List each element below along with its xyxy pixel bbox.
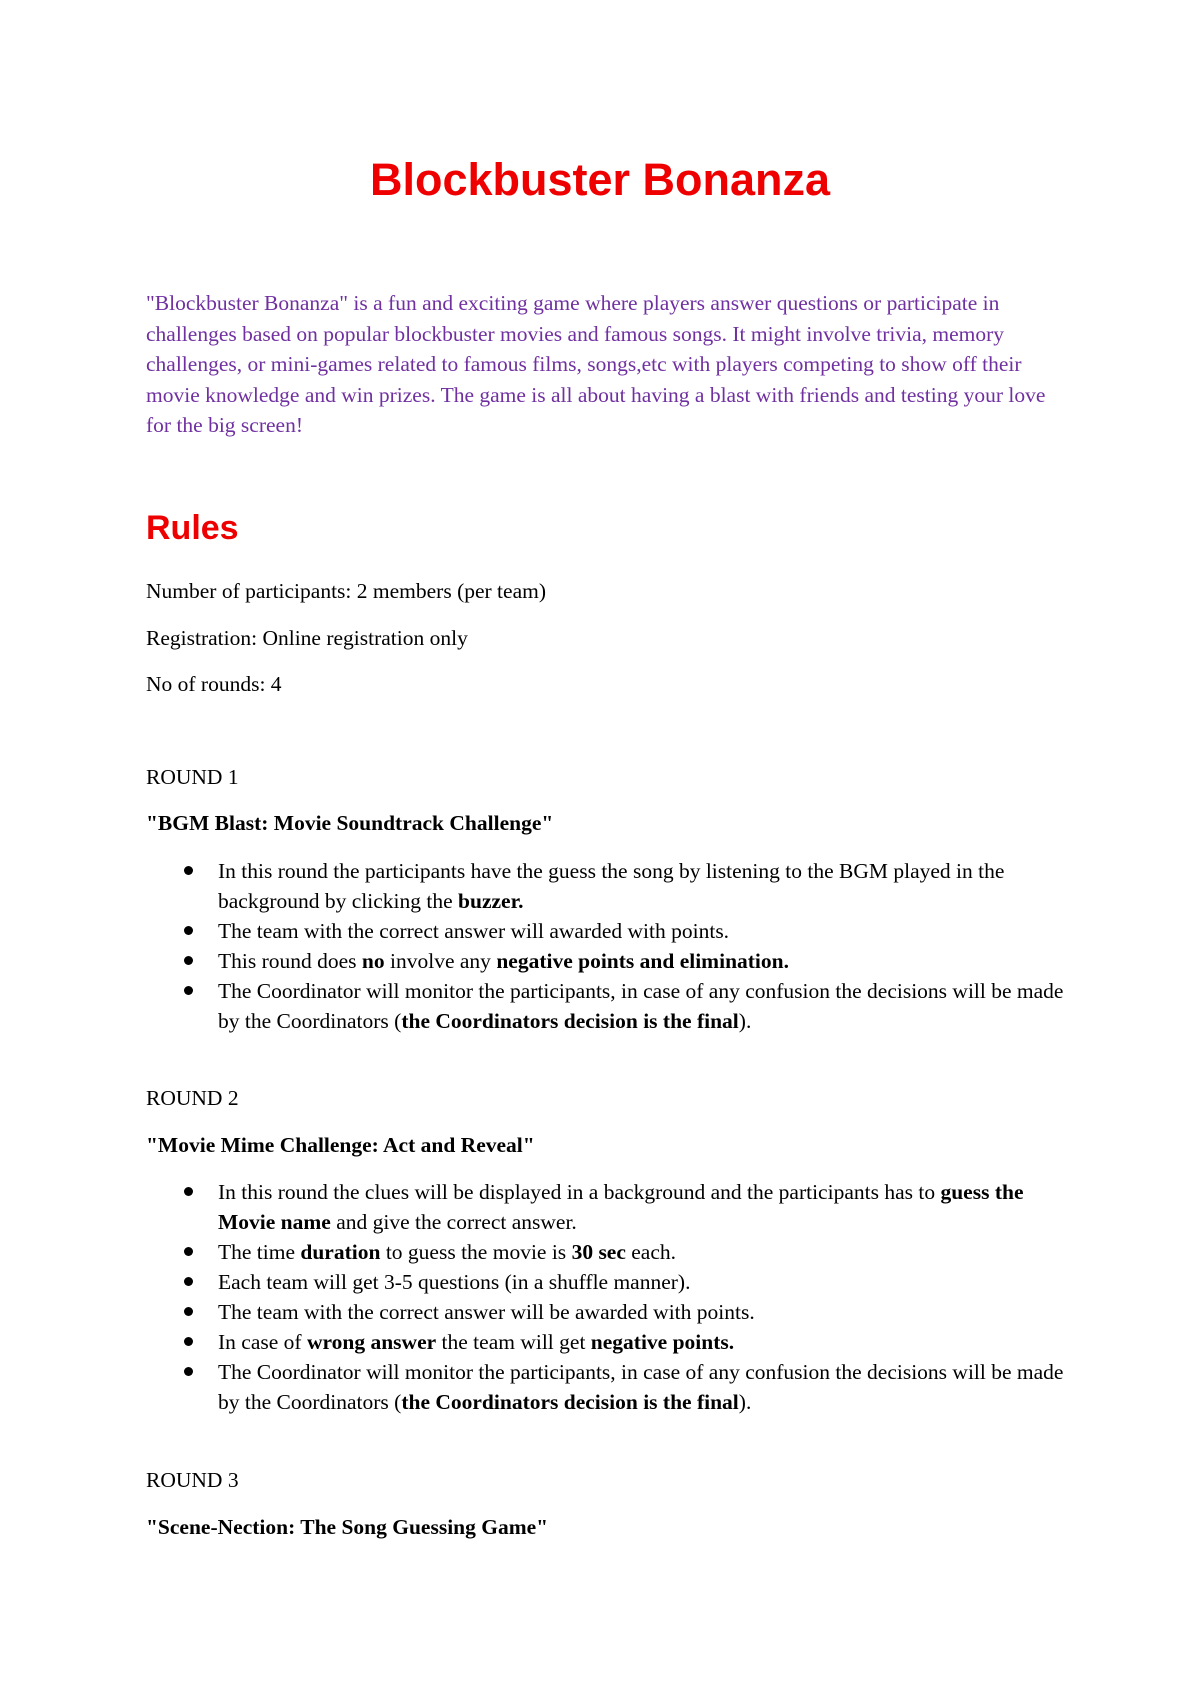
list-item: In case of wrong answer the team will get negative points.: [146, 1327, 1066, 1357]
intro-paragraph: "Blockbuster Bonanza" is a fun and exciting game where players answer questions or participate in challenges based on popular blockbuster movies and famous songs. It might involve trivia, memory challenges, or mini-games related to famous films, songs,etc with players competing to show off their movie knowledge and win prizes. The game is all about having a blast with friends and testing your love for the big screen!: [146, 291, 1046, 437]
page-title: Blockbuster Bonanza: [369, 154, 831, 205]
list-item: The time duration to guess the movie is 30 sec each.: [146, 1237, 1066, 1267]
list-item: The Coordinator will monitor the participants, in case of any confusion the decisions will be made by the Coordinators (the Coordinators decision is the final).: [146, 1357, 1066, 1417]
rules-heading: Rules: [146, 509, 239, 547]
participants-info: Number of participants: 2 members (per team): [146, 579, 546, 603]
list-item: In this round the clues will be displayed in a background and the participants has to guess the Movie name and give the correct answer.: [146, 1177, 1066, 1237]
registration-info: Registration: Online registration only: [146, 626, 468, 650]
round-2-title: "Movie Mime Challenge: Act and Reveal": [146, 1133, 535, 1157]
round-2-label: ROUND 2: [146, 1086, 239, 1110]
list-item: Each team will get 3-5 questions (in a shuffle manner).: [146, 1267, 1066, 1297]
list-item: The team with the correct answer will awarded with points.: [146, 916, 1066, 946]
list-item: This round does no involve any negative points and elimination.: [146, 946, 1066, 976]
list-item: In this round the participants have the guess the song by listening to the BGM played in the background by clicking the buzzer.: [146, 856, 1066, 916]
rounds-info: No of rounds: 4: [146, 672, 282, 696]
round-1-title: "BGM Blast: Movie Soundtrack Challenge": [146, 811, 554, 835]
list-item: The team with the correct answer will be awarded with points.: [146, 1297, 1066, 1327]
round-1-label: ROUND 1: [146, 765, 239, 789]
round-3-title: "Scene-Nection: The Song Guessing Game": [146, 1515, 549, 1539]
round-3-label: ROUND 3: [146, 1468, 239, 1492]
list-item: The Coordinator will monitor the participants, in case of any confusion the decisions will be made by the Coordinators (the Coordinators decision is the final).: [146, 976, 1066, 1036]
round-1-rules: [146, 856, 1066, 1036]
round-2-rules: [146, 1177, 1066, 1417]
